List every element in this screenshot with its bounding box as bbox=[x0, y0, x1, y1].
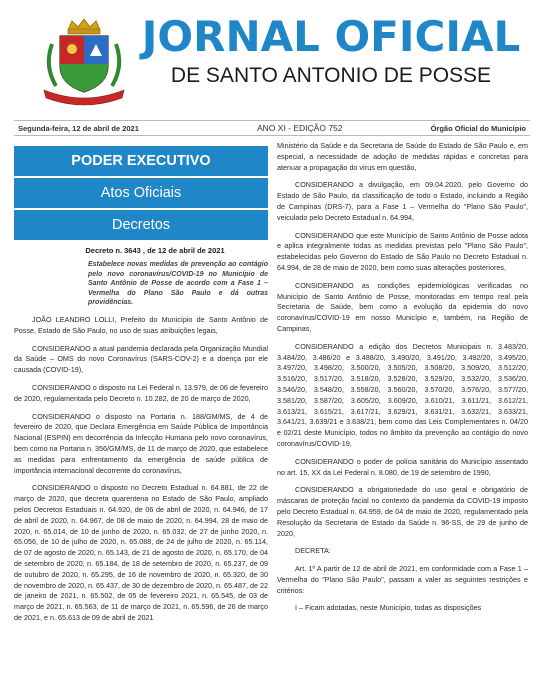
body-paragraph: CONSIDERANDO o disposto na Portaria n. 188/GM/MS, de 4 de fevereiro de 2020, que Declara Emergência em Saúde Pública de Importância Nacional (ESPIN) em decorrência da Infecção Humana pelo novo coronavírus, bem como na Portaria n. 356/GM/MS, de 11 de março de 2020, que estabelece as medidas para enfrentamento da emergência de saúde pública de importância internacional decorrente do coronavírus, bbox=[14, 411, 268, 475]
body-paragraph: CONSIDERANDO o disposto na Lei Federal n. 13.979, de 06 de fevereiro de 2020, regulamentada pelo Decreto n. 10.282, de 20 de março de 2020, bbox=[14, 382, 268, 403]
issue-edition: ANO XI - EDIÇÃO 752 bbox=[257, 123, 343, 133]
body-paragraph: CONSIDERANDO a edição dos Decretos Municipais n. 3.483/20, 3.484/20, 3.486/20 e 3.488/20, 3.490/20, 3.491/20, 3.492/20, 3.495/20, 3.497/20, 3.498/20, 3.500/20, 3.505/20, 3.508/20, 3.509/20, 3.512/20, 3.516/20, 3.517/20, 3.518/20, 3.528/20, 3.529/20, 3.532/20, 3.536/20, 3.546/20, 3.548/20, 3.558/20, 3.560/20, 3.570/20, 3.576/20, 3.577/20, 3.581/20, 3.587/20, 3.605/20, 3.609/20, 3.610/21, 3.611/21, 3.612/21, 3.613/21, 3.615/21, 3.617/21, 3.629/21, 3.631/21, 3.632/21, 3.633/21, 3.641/21, 3.639/21 e 3.638/21, bem como das Leis Complementares n. 04/20 e 02/21 deste Município, todos no âmbito da prevenção ao contágio do novo coronavírus/COVID-19, bbox=[277, 341, 528, 448]
body-paragraph: DECRETA: bbox=[295, 546, 331, 556]
section-banner-decrees: Decretos bbox=[14, 210, 268, 240]
body-paragraph: CONSIDERANDO as condições epidemiológicas verificadas no Município de Santo Antônio de Posse, monitoradas em tempo real pela Secretaria de Saúde, bem como a evolução da epidemia do novo coronavírus/COVID-19 em nosso Município e, também, na Região de Campinas, bbox=[277, 280, 528, 333]
body-paragraph: Art. 1º A partir de 12 de abril de 2021, em conformidade com a Fase 1 – Vermelha do "Plano São Paulo", passam a valer as seguintes restrições e critérios: bbox=[277, 564, 528, 595]
body-paragraph: CONSIDERANDO que este Município de Santo Antônio de Posse adota e aplica integralmente todas as medidas previstas pelo "Plano São Paulo", estabelecidas pelo Governo do Estado de São Paulo no Decreto Estadual n. 64.994, de 28 de maio de 2020, bem como suas alterações posteriores, bbox=[277, 230, 528, 272]
newspaper-subtitle: DE SANTO ANTONIO DE POSSE bbox=[170, 64, 492, 87]
body-paragraph: CONSIDERANDO a obrigatoriedade do uso geral e obrigatório de máscaras de proteção facial no contexto da pandemia da COVID-19 imposto pelo Decreto Estadual n. 64.959, de 04 de maio de 2020, regulamentado pela Resolução da Secretaria de Estado da Saúde n. 96-SS, de 29 de junho de 2020, bbox=[277, 485, 528, 538]
issue-organ: Órgão Oficial do Município bbox=[430, 124, 526, 133]
section-banner-executive: PODER EXECUTIVO bbox=[14, 146, 268, 176]
body-paragraph: CONSIDERANDO a divulgação, em 09.04.2020, pelo Governo do Estado de São Paulo, da classificação de todo o Estado, incluindo a Região de Campinas (DRS-7), para a Fase 1 – Vermelha do "Plano São Paulo", veiculado pelo Decreto Estadual n. 64.994, bbox=[277, 180, 528, 222]
right-column bbox=[277, 141, 528, 614]
left-column bbox=[14, 146, 268, 624]
decree-ementa: Estabelece novas medidas de prevenção ao contágio pelo novo coronavírus/COVID-19 no Município de Santo Antônio de Posse de acordo com a Fase 1 – Vermelha do Plano São Paulo e dá outras providências. bbox=[88, 261, 268, 307]
section-banner-acts: Atos Oficiais bbox=[14, 178, 268, 208]
body-paragraph: CONSIDERANDO o disposto no Decreto Estadual n. 64.881, de 22 de março de 2020, que decreta quarentena no Estado de São Paulo, ampliado pelos Decretos Estaduais n. 64.920, de 06 de abril de 2020, n. 64.946, de 17 de abril de 2020, n. 64.967, de 08 de maio de 2020, n. 64.994, 28 de maio de 2020, n. 65.014, de 10 de junho de 2020, n. 65.032, de 27 de junho 2020, n. 65.056, de 10 de julho de 2020, n. 65.088, de 24 de julho de 2020, n. 65.114, de 07 de agosto de 2020, n. 65.143, de 21 de agosto de 2020, n. 65.170, de 04 de setembro de 2020, n. 65.184, de 18 de setembro de 2020, n. 65.237, de 09 de outubro de 2020, n. 65.295, de 16 de novembro de 2020, n. 65.320, de 30 de novembro de 2020, n. 65.437, de 30 de dezembro de 2020, n. 65.487, de 22 de janeiro de 2021, n. 65.502, de 05 de fevereiro 2021, n. 65.545, de 03 de março de 2021, n. 65.563, de 11 de março de 2021, n. 65.596, de 26 de março de 2021, e n. 65.613 de 09 de abril de 2021 bbox=[14, 483, 268, 622]
body-paragraph: CONSIDERANDO o poder de polícia sanitária do Município assentado no art. 15, XX da Lei Federal n. 8.080, de 19 de setembro de 1990, bbox=[277, 456, 528, 477]
issue-date: Segunda-feira, 12 de abril de 2021 bbox=[18, 124, 139, 133]
newspaper-title: JORNAL OFICIAL bbox=[141, 12, 521, 61]
right-body-text bbox=[277, 141, 528, 614]
left-body-text bbox=[14, 315, 268, 624]
issue-info-bar bbox=[14, 120, 530, 136]
municipal-crest-icon bbox=[38, 16, 130, 108]
masthead bbox=[0, 0, 540, 108]
body-paragraph: Ministério da Saúde e da Secretaria de Saúde do Estado de São Paulo e, em especial, a necessidade de adoção de medidas rápidas e concretas para atenuar a propagação do vírus em questão, bbox=[277, 141, 528, 172]
body-paragraph: JOÃO LEANDRO LOLLI, Prefeito do Município de Santo Antônio de Posse, Estado de São Paulo, no uso de suas atribuições legais, bbox=[14, 314, 268, 335]
body-paragraph: CONSIDERANDO a atual pandemia declarada pela Organização Mundial da Saúde – OMS do novo Coronavírus (SARS-COV-2) e a doença por ele causada (COVID-19), bbox=[14, 343, 268, 375]
body-paragraph: I – Ficam adotadas, neste Município, todas as disposições bbox=[295, 603, 482, 613]
decree-title: Decreto n. 3643 , de 12 de abril de 2021 bbox=[85, 246, 225, 255]
